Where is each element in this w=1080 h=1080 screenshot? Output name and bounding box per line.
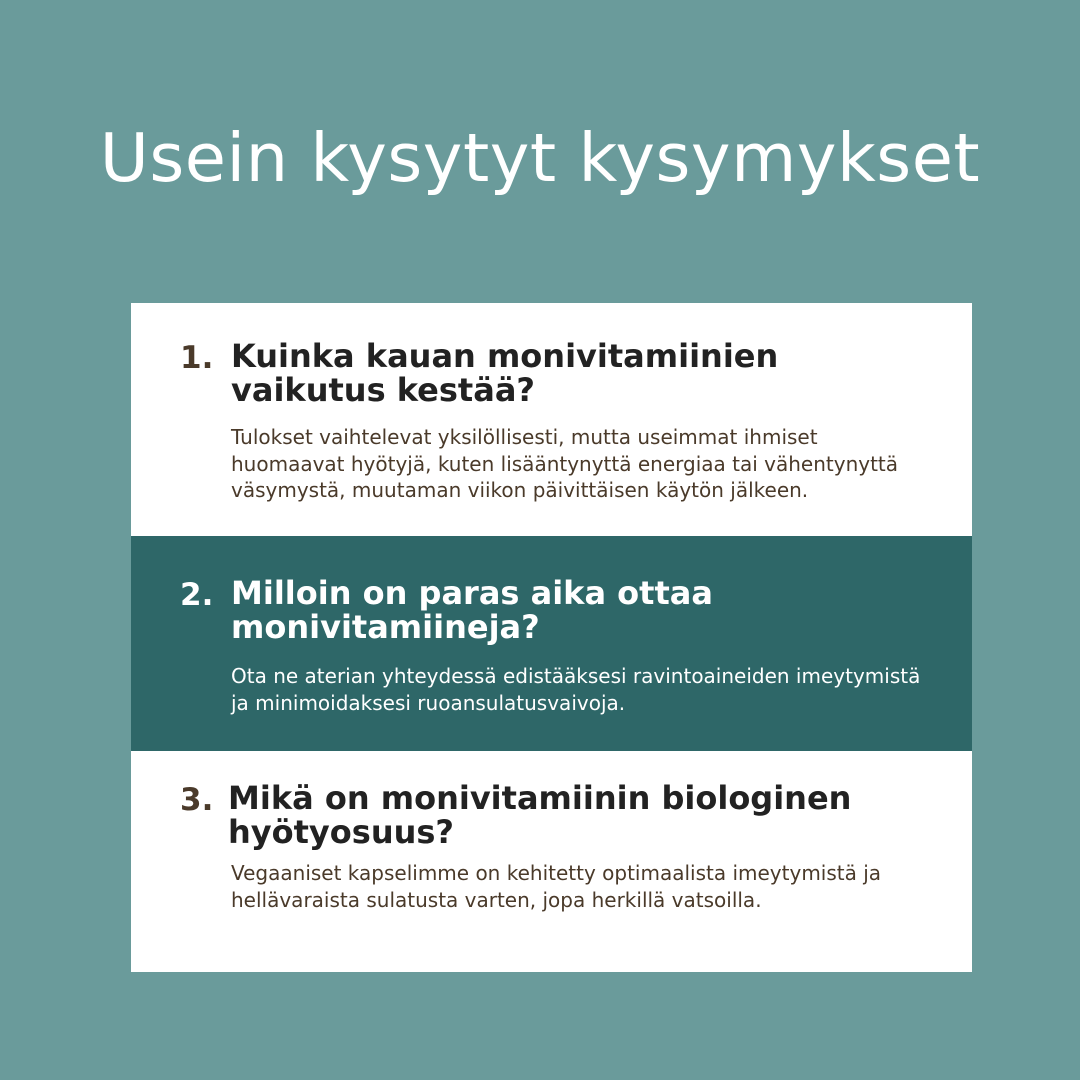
- page-title: Usein kysytyt kysymykset: [99, 119, 981, 197]
- faq-list: [131, 303, 972, 972]
- faq-question: Mikä on monivitamiinin biologinen hyötyosuus?: [228, 779, 852, 851]
- faq-number: 3.: [180, 782, 214, 818]
- faq-item-1: [131, 303, 972, 536]
- faq-item-3: [131, 751, 972, 972]
- faq-number: 2.: [180, 577, 214, 613]
- faq-question: Kuinka kauan monivitamiinien vaikutus kestää?: [231, 337, 779, 409]
- faq-item-2: [131, 536, 972, 751]
- faq-answer: Tulokset vaihtelevat yksilöllisesti, mutta useimmat ihmiset huomaavat hyötyjä, kuten lisääntynyttä energiaa tai vähentynyttä väsymystä, muutaman viikon päivittäisen käytön jälkeen.: [231, 425, 899, 502]
- faq-answer: Ota ne aterian yhteydessä edistääksesi ravintoaineiden imeytymistä ja minimoidaksesi ruoansulatusvaivoja.: [231, 664, 921, 715]
- faq-question: Milloin on paras aika ottaa monivitamiineja?: [231, 574, 713, 646]
- faq-answer: Vegaaniset kapselimme on kehitetty optimaalista imeytymistä ja hellävaraista sulatusta varten, jopa herkillä vatsoilla.: [231, 861, 882, 912]
- faq-number: 1.: [180, 340, 214, 376]
